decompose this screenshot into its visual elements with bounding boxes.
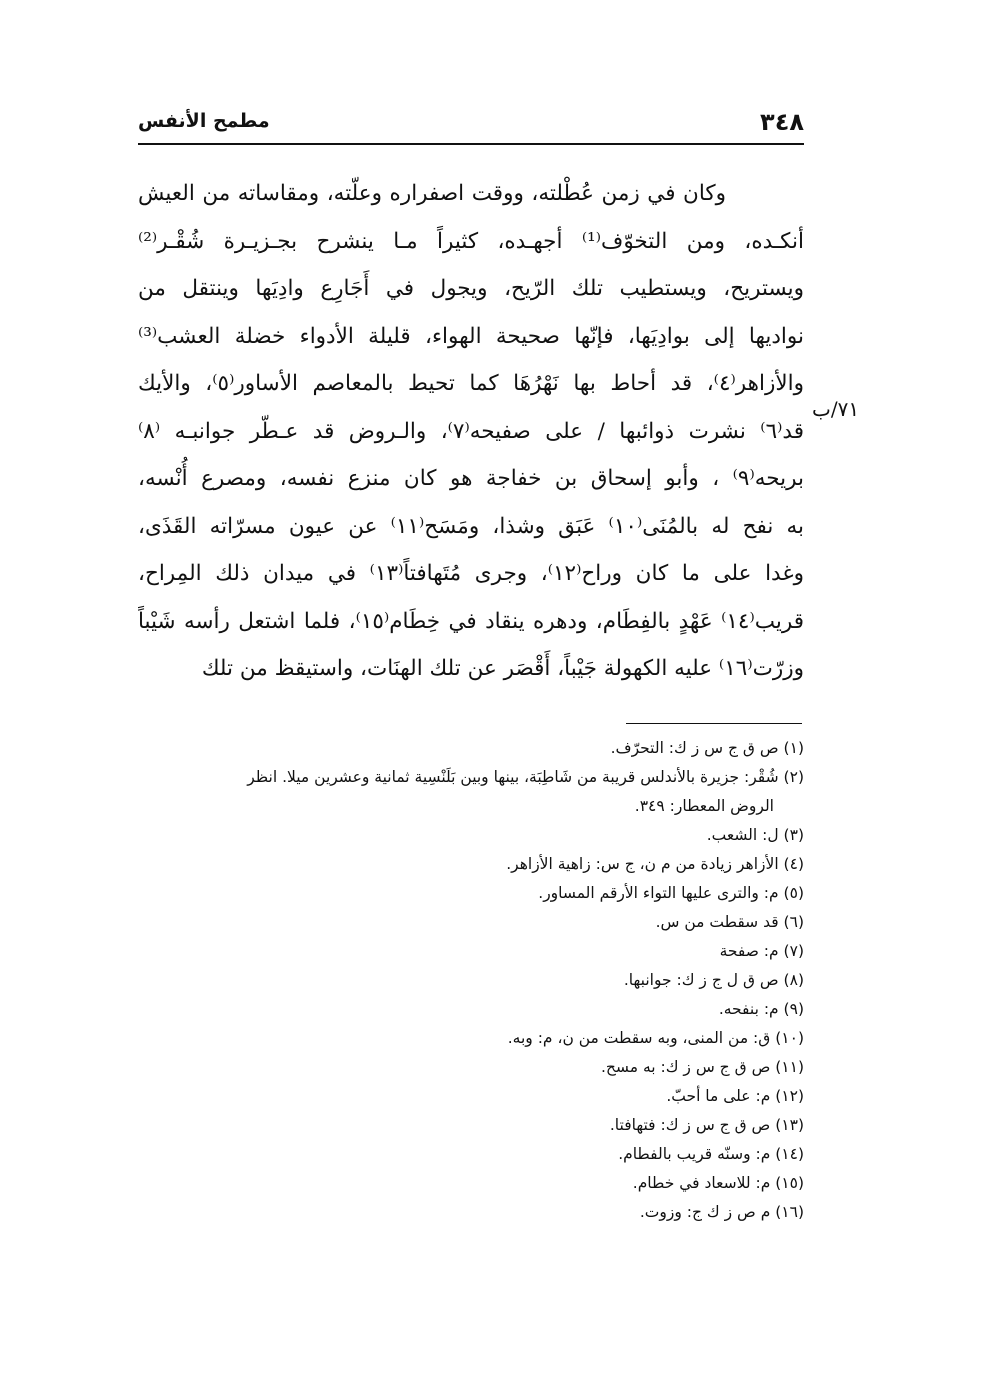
text-line: به نفح له بالمُنَى⁽١٠⁾ عَبَق وشذا، ومَسَح⁽١١⁾ عن عيون مسرّاته القَذَى،	[138, 513, 804, 539]
footnote: (٦) قد سقطت من س.	[655, 913, 804, 931]
text-line: بريحه⁽٩⁾ ، وأبو إسحاق بن خفاجة هو كان منزع نفسه، ومصرع أُنْسه،	[138, 466, 804, 491]
footnote: (١٠) ق: من المنى، وبه سقطت من ن، م: وبه.	[507, 1029, 804, 1047]
text-line: أنكـده، ومن التخوّف⁽¹⁾ أجهـده، كثيراً مـا ينشرح بجـزيـرة شُقْـر⁽²⁾	[138, 228, 804, 254]
text-line: ويستريح، ويستطيب تلك الرّيح، ويجول في أَجَارِع وادِيَها وينتقل من	[138, 276, 804, 301]
main-text	[138, 170, 804, 693]
text-line: نواديها إلى بوادِيَها، فإنّها صحيحة الهواء، قليلة الأدواء خضلة العشب⁽³⁾	[138, 323, 804, 349]
footnote: (١٢) م: على ما أحبّ.	[666, 1087, 804, 1105]
footnote-continuation: الروض المعطار: ٣٤٩.	[634, 797, 774, 815]
text-line: قريب⁽١٤⁾ عَهْدٍ بالفِطَام، ودهره ينقاد في خِطَام⁽١٥⁾، فلما اشتعل رأسه شَيْباً	[138, 608, 804, 634]
footnote: (١١) ص ق ج س ز ك: به مسح.	[600, 1058, 804, 1076]
footnote: (٣) ل: الشعب.	[706, 826, 804, 844]
footnote: (١) ص ق ج س ز ك: التحرّف.	[610, 739, 804, 757]
margin-folio-note: ٧١/ب	[812, 397, 860, 421]
footnote: (٧) م: صفحة	[719, 942, 804, 960]
footnotes	[138, 734, 804, 1227]
text-line: وغدا على ما كان وراح⁽١٢⁾، وجرى مُتَهافتاً⁽١٣⁾ في ميدان ذلك المِراح،	[138, 561, 804, 586]
footnote: (١٥) م: للاسعاد في خطام.	[632, 1174, 804, 1192]
text-line: وكان في زمن عُطْلته، ووقت اصفراره وعلّته، ومقاساته من العيش	[138, 181, 726, 206]
running-title: مطمح الأنفس	[138, 110, 270, 132]
footnote: (١٤) م: وسنّه قريب بالفطام.	[618, 1145, 804, 1163]
header-rule	[138, 143, 804, 145]
footnote-separator	[626, 723, 802, 724]
page-number: ٣٤٨	[760, 108, 804, 136]
footnote: (١٦) م ص ز ك ج: وزوت.	[639, 1203, 804, 1221]
footnote: (١٣) ص ق ج س ز ك: فتهافتا.	[609, 1116, 804, 1134]
text-line: وزرّت⁽١٦⁾ عليه الكهولة جَيْباً، أَقْصَر عن تلك الهنَات، واستيقظ من تلك	[201, 656, 804, 681]
footnote: (٩) م: بنفحه.	[718, 1000, 804, 1018]
footnote: (٥) م: والترى عليها التواء الأرقم المساور.	[538, 884, 804, 902]
text-line: قد⁽٦⁾ نشرت ذوائبها / على صفيحه⁽٧⁾، والـروض قد عـطّر جوانبـه ⁽٨⁾	[138, 418, 804, 444]
footnote: (٤) الأزاهر زيادة من م ن، ج س: زاهية الأزاهر.	[506, 855, 804, 873]
footnote: (٢) شُقْر: جزيرة بالأندلس قريبة من شَاطِبَة، بينها وبين بَلَنْسِية ثمانية وعشرين ميلا. انظر	[247, 768, 804, 786]
page-header	[138, 108, 804, 138]
footnote: (٨) ص ق ل ج ز ك: جوانبها.	[623, 971, 804, 989]
text-line: والأزاهر⁽٤⁾، قد أحاط بها نَهْرُهَا كما تحيط بالمعاصم الأساور⁽٥⁾، والأيك	[138, 371, 804, 396]
